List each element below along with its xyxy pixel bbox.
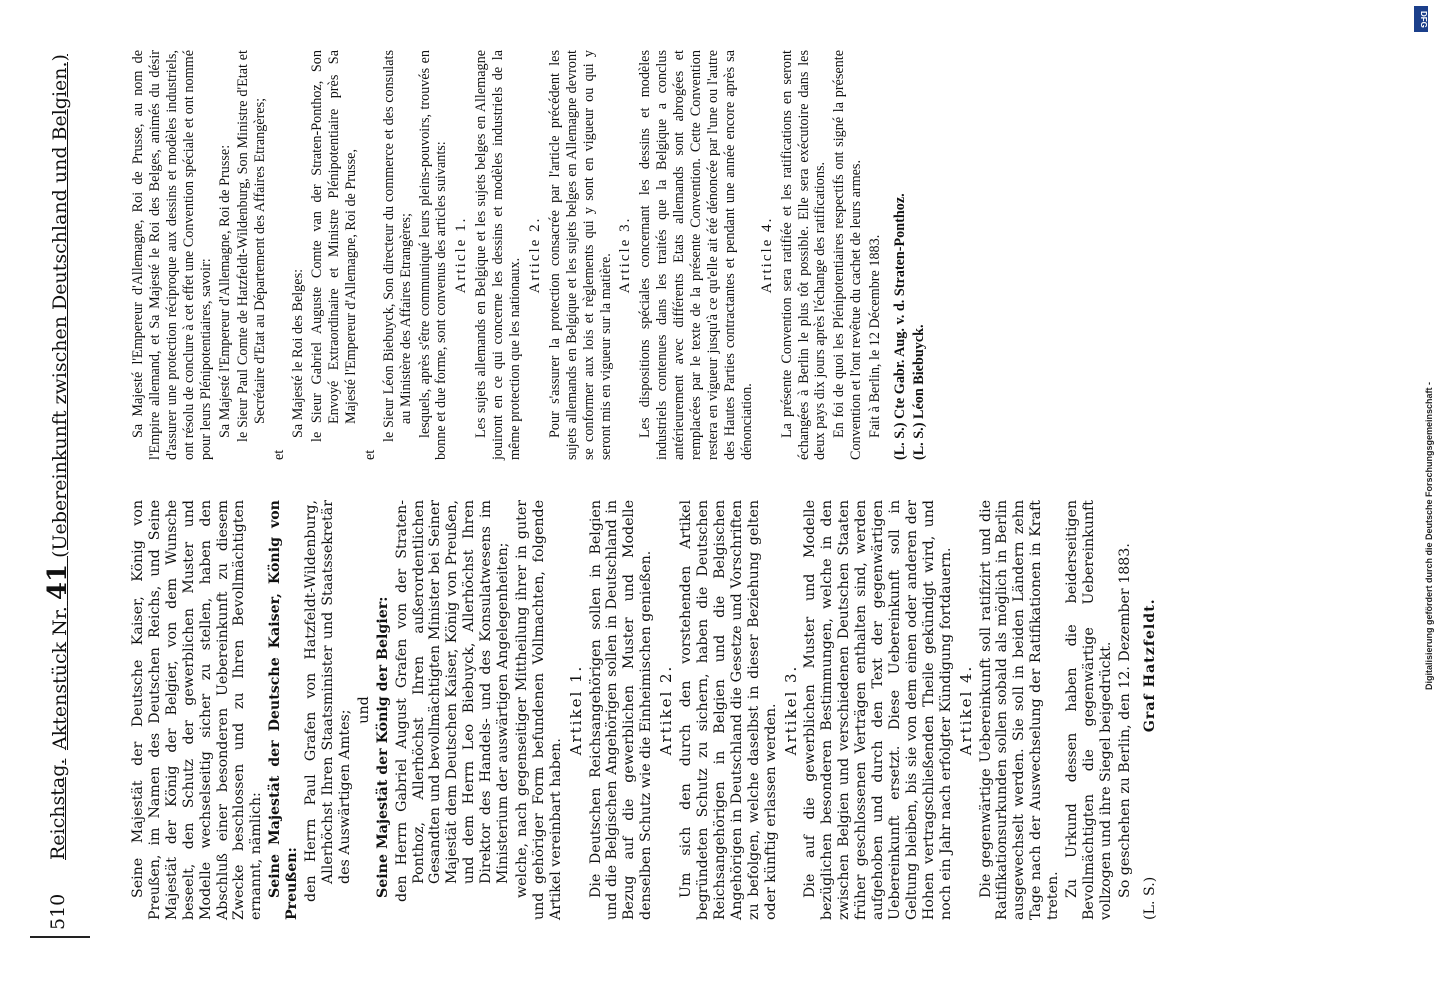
fr-signature-2: (L. S.) Léon Biebuyck. [910,324,927,460]
de-signature: Graf Hatzfeldt. [1141,598,1158,733]
fr-signature-1: (L. S.) Cte Gabr. Aug. v. d. Straten-Ponthoz. [892,193,909,460]
fr-et: et [271,449,288,460]
de-art4: Die gegenwärtige Uebereinkunft soll ratifizirt und die Ratifikationsurkunden sollen sobald als möglich in Berlin ausgewechselt werden. Sie soll in beiden Ländern zehn Tage nach der Auswechselung der Ratifikationen in Kraft treten. [977,500,1062,920]
fr-intro: Sa Majesté l'Empereur d'Allemagne, Roi de Prusse, au nom de l'Empire allemand, et Sa Majesté le Roi des Belges, animés du désir d'assurer une protection réciproque aux dessins et modèles industriels, ont résolu de conclure à cet effet une Convention spéciale et ont nommé pour leurs Plénipotentiaires, savoir: [130,50,214,460]
fr-art2-title: Article 2. [526,216,543,294]
fr-art3-title: Article 3. [617,216,634,294]
fr-party1-title: Sa Majesté l'Empereur d'Allemagne, Roi de Prusse: [216,144,233,438]
fr-art1: Les sujets allemands en Belgique et les sujets belges en Allemagne jouiront en ce qui concerne les dessins et modèles industriels de la même protection que les nationaux. [473,50,524,460]
fr-party3-name: le Sieur Léon Biebuyck, Son directeur du commerce et des consulats au Ministère des Affaires Etrangères; [380,50,414,442]
fr-party1-name: le Sieur Paul Comte de Hatzfeldt-Wildenburg, Son Ministre d'Etat et Secrétaire d'Etat au Département des Affaires Etrangères; [235,50,269,442]
fr-art4-title: Article 4. [758,216,775,294]
de-art2-title: Artikel 2. [657,664,676,756]
de-witness: Zu Urkund dessen haben die beiderseitigen Bevollmächtigten die gegenwärtige Uebereinkunft vollzogen und ihre Siegel beigedrückt. [1064,500,1114,920]
de-powers: welche, nach gegenseitiger Mittheilung ihrer in guter und gehöriger Form befundenen Vollmachten, folgende Artikel vereinbart haben. [513,500,564,920]
page-number: 510 [47,893,69,930]
header-suffix: (Uebereinkunft zwischen Deutschland und Belgien.) [49,54,71,558]
de-seal: (L. S.) [1141,876,1158,920]
de-signature-line [1142,500,1159,920]
de-art2: Um sich den durch den vorstehenden Artikel begründeten Schutz zu sichern, haben die Deutschen Reichsangehörigen in Belgien und die Belgischen Angehörigen in Deutschland die Gesetze und Vorschriften zu befolgen, welche daselbst in dieser Beziehung gelten oder künftig erlassen werden. [678,500,779,920]
french-column [130,50,1340,460]
header-prefix: Aktenstück Nr. [49,606,71,750]
de-und: und [355,696,372,724]
fr-powers: lesquels, après s'être communiqué leurs pleins-pouvoirs, trouvés en bonne et due forme, sont convenus des articles suivants: [416,50,450,460]
de-party2-name: den Herrn Gabriel August Grafen von der Straten-Ponthoz, Allerhöchst Ihren außerordentlichen Gesandten und bevollmächtigten Minister bei Seiner Majestät dem Deutschen Kaiser, König von Preußen, und dem Herrn Leo Biebuyck, Allerhöchst Ihren Direktor des Handels- und des Konsulatwesens im Ministerium der auswärtigen Angelegenheiten; [393,500,512,902]
de-party2-title: Seine Majestät der König der Belgier: [374,596,391,898]
de-art3-title: Artikel 3. [781,664,800,756]
de-art1: Die Deutschen Reichsangehörigen sollen in Belgien und die Belgischen Angehörigen sollen in Deutschland in Bezug auf die gewerblichen Muster und Modelle denselben Schutz wie die Einheimischen genießen. [587,500,655,920]
de-done: So geschehen zu Berlin, den 12. Dezember 1883. [1116,543,1133,898]
fr-art4: La présente Convention sera ratifiée et les ratifications en seront échangées à Berlin le plus tôt possible. Elle sera exécutoire dans les deux pays dix jours après l'échange des ratifications. [778,50,829,460]
de-party1-name: den Herrn Paul Grafen von Hatzfeldt-Wildenburg, Allerhöchst Ihren Staatsminister und Staatssekretär des Auswärtigen Amtes; [303,500,353,902]
digitization-credit: Digitalisierung gefördert durch die Deutsche Forschungsgemeinschaft - [1424,381,1434,690]
fr-art2: Pour s'assurer la protection consacrée par l'article précédent les sujets allemands en Belgique et les sujets belges en Allemagne devront se conformer aux lois et règlements qui y sont en vigueur ou qui y seront mis en vigueur sur la matière. [546,50,614,460]
fr-party2-name: le Sieur Gabriel Auguste Comte van der Straten-Ponthoz, Son Envoyé Extraordinaire et Ministre Plénipotentiaire près Sa Majesté l'Empereur d'Allemagne, Roi de Prusse, [309,50,359,442]
margin-rule [30,936,90,938]
fr-et2: et [361,449,378,460]
fr-witness: En foi de quoi les Plénipotentiaires respectifs ont signé la présente Convention et l'ont revêtue du cachet de leurs armes. [831,50,865,460]
fr-art1-title: Article 1. [453,216,470,294]
de-party1-title: Seine Majestät der Deutsche Kaiser, König von Preußen: [267,500,301,920]
de-intro: Seine Majestät der Deutsche Kaiser, König von Preußen, im Namen des Deutschen Reichs, und Seine Majestät der König der Belgier, von dem Wunsche beseelt, den Schutz der gewerblichen Muster und Modelle wechselseitig sicher zu stellen, haben den Abschluß einer besonderen Uebereinkunft zu diesem Zwecke beschlossen und zu Ihren Bevollmächtigten ernannt, nämlich: [130,500,265,920]
fr-done: Fait à Berlin, le 12 Décembre 1883. [867,234,884,438]
fr-party2-title: Sa Majesté le Roi des Belges: [290,268,307,438]
page-header [40,40,76,930]
header-number: 41 [43,563,73,601]
header-title [43,40,73,750]
german-column [130,500,1340,920]
dfg-logo: DFG [1414,6,1428,32]
de-art3: Die auf die gewerblichen Muster und Modelle bezüglichen besonderen Bestimmungen, welche in den zwischen Belgien und verschiedenen Deutschen Staaten früher geschlossenen Verträgen enthalten sind, werden aufgehoben und durch den Text der gegenwärtigen Uebereinkunft ersetzt. Diese Uebereinkunft soll in Geltung bleiben, bis sie von dem einen oder anderen der Hohen vertragschließenden Theile gekündigt wird, und noch ein Jahr nach erfolgter Kündigung fortdauern. [802,500,954,920]
de-art1-title: Artikel 1. [566,664,585,756]
header-reichstag: Reichstag. [47,758,69,860]
fr-art3: Les dispositions spéciales concernant les dessins et modèles industriels contenues dans les traités que la Belgique a conclus antérieurement avec différents Etats allemands sont abrogées et remplacées par le texte de la présente Convention. Cette Convention restera en vigueur jusqu'à ce qu'elle ait été dénoncée par l'une ou l'autre des Hautes Parties contractantes et pendant une année encore après sa dénonciation. [637,50,755,460]
de-art4-title: Artikel 4. [956,664,975,756]
